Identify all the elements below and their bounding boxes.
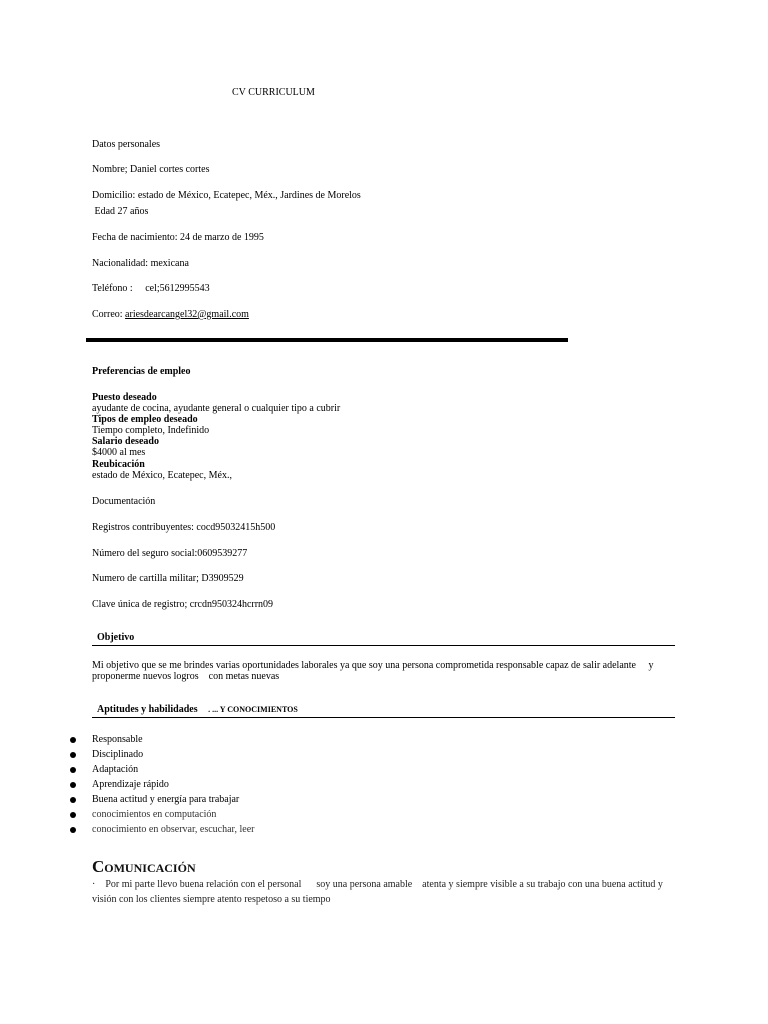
skill-item: Adaptación xyxy=(92,764,139,775)
bullet-icon xyxy=(70,827,76,833)
skills-divider xyxy=(92,717,675,718)
skills-heading xyxy=(97,704,298,716)
bullet-icon xyxy=(70,752,76,758)
skill-item: conocimiento en observar, escuchar, leer xyxy=(92,824,255,835)
skill-item: Buena actitud y energía para trabajar xyxy=(92,794,240,805)
doc-curp: Clave única de registro; crcdn950324hcrrn09 xyxy=(92,599,274,610)
communication-bullet: · xyxy=(92,879,96,890)
personal-age: Edad 27 años xyxy=(92,206,149,217)
communication-text: Por mi parte llevo buena relación con el personal soy una persona amable atenta y siempre visible a su trabajo con una buena actitud y visión con los clientes siempre atento respetoso a su tiempo xyxy=(92,879,666,905)
salary-label: Salario deseado xyxy=(92,436,159,447)
personal-birth: Fecha de nacimiento: 24 de marzo de 1995 xyxy=(92,232,264,243)
email-link[interactable]: ariesdearcangel32@gmail.com xyxy=(125,309,249,320)
documentation-heading: Documentación xyxy=(92,496,156,507)
objective-divider xyxy=(92,645,675,646)
preferences-heading: Preferencias de empleo xyxy=(92,366,191,377)
skill-item: Aprendizaje rápido xyxy=(92,779,169,790)
personal-address: Domicilio: estado de México, Ecatepec, Méx., Jardines de Morelos xyxy=(92,190,361,201)
bullet-icon xyxy=(70,812,76,818)
salary-value: $4000 al mes xyxy=(92,447,146,458)
document-title: CV CURRICULUM xyxy=(232,87,315,98)
section-divider-thick xyxy=(86,338,568,342)
relocation-label: Reubicación xyxy=(92,459,145,470)
personal-email xyxy=(92,309,249,321)
personal-phone xyxy=(92,283,210,295)
personal-name: Nombre; Daniel cortes cortes xyxy=(92,164,210,175)
phone-value: cel;5612995543 xyxy=(145,283,210,294)
bullet-icon xyxy=(70,767,76,773)
position-value: ayudante de cocina, ayudante general o cualquier tipo a cubrir xyxy=(92,403,341,414)
email-label: Correo: xyxy=(92,309,123,320)
doc-tax: Registros contribuyentes: cocd95032415h500 xyxy=(92,522,276,533)
personal-nationality: Nacionalidad: mexicana xyxy=(92,258,189,269)
communication-heading: Comunicación xyxy=(92,857,196,876)
bullet-icon xyxy=(70,797,76,803)
doc-military: Numero de cartilla militar; D3909529 xyxy=(92,573,244,584)
skills-heading-suffix: . ... Y CONOCIMIENTOS xyxy=(208,705,298,714)
skill-item: Disciplinado xyxy=(92,749,144,760)
objective-text: Mi objetivo que se me brindes varias oportunidades laborales ya que soy una persona comprometida responsable capaz de salir adelante y proponerme nuevos logros con metas nuevas xyxy=(92,660,656,682)
skill-item: Responsable xyxy=(92,734,143,745)
skills-heading-main: Aptitudes y habilidades xyxy=(97,704,198,715)
position-label: Puesto deseado xyxy=(92,392,157,403)
doc-social-security: Número del seguro social:0609539277 xyxy=(92,548,248,559)
relocation-value: estado de México, Ecatepec, Méx., xyxy=(92,470,232,481)
type-label: Tipos de empleo deseado xyxy=(92,414,198,425)
phone-label: Teléfono : xyxy=(92,283,133,294)
bullet-icon xyxy=(70,782,76,788)
communication-paragraph xyxy=(92,877,677,907)
bullet-icon xyxy=(70,737,76,743)
skill-item: conocimientos en computación xyxy=(92,809,217,820)
personal-heading: Datos personales xyxy=(92,139,161,150)
type-value: Tiempo completo, Indefinido xyxy=(92,425,210,436)
objective-heading: Objetivo xyxy=(97,632,135,643)
